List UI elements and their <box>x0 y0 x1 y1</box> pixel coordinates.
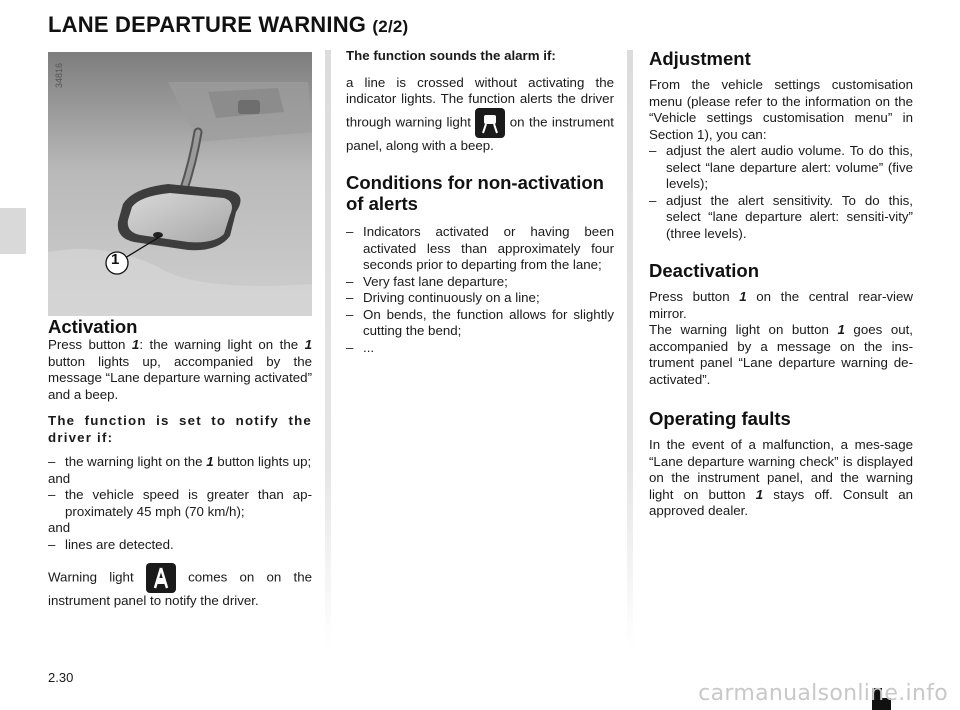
text: the warning light on the <box>65 454 207 469</box>
list-item: – Indicators activated or having been activated less than approximately four seconds prior to departing from the lane; <box>346 224 614 274</box>
photo-reference-code: 34816 <box>54 62 64 88</box>
notify-list <box>48 454 312 471</box>
callout-1-number: 1 <box>111 251 120 268</box>
list-item: – On bends, the function allows for slightly cutting the bend; <box>346 307 614 340</box>
text: comes on on the instrument panel to notify the driver. <box>48 569 312 608</box>
list-item: – adjust the alert sensitivity. To do this, select “lane departure alert: sensiti-vity” (three levels). <box>649 193 913 243</box>
button-ref: 1 <box>755 486 764 502</box>
faults-heading: Operating faults <box>649 408 791 429</box>
list-item: – Driving continuously on a line; <box>346 290 614 307</box>
text: a line is crossed without activating the indicator lights. The function alerts the driver through warning light <box>346 74 614 130</box>
text: button lights up, accompanied by the message “Lane departure warning activated” and a beep. <box>48 353 312 402</box>
activation-paragraph <box>48 337 312 403</box>
button-ref: 1 <box>837 322 845 337</box>
conditions-heading: Conditions for non-activation of alerts <box>346 172 604 214</box>
text: The warning light on button <box>649 322 838 337</box>
mirror-photo <box>48 52 312 316</box>
button-ref: 1 <box>206 454 214 469</box>
list-item <box>48 454 312 471</box>
notify-intro: The function is set to notify the driver if: <box>48 413 312 445</box>
text: on the central rear-view mirror. <box>649 289 913 321</box>
text: goes out, accompanied by a message on the ins-trument panel “Lane departure warning de-activated”. <box>649 322 913 387</box>
lane-departure-alert-icon <box>475 108 505 138</box>
list-item: – the vehicle speed is greater than ap-proximately 45 mph (70 km/h); <box>48 487 312 520</box>
list-item: – lines are detected. <box>48 537 312 554</box>
deactivation-paragraph <box>649 322 913 388</box>
warning-light-paragraph <box>48 563 312 610</box>
page-title-text: LANE DEPARTURE WARNING <box>48 12 367 37</box>
column-adjustment <box>649 48 913 520</box>
watermark: carmanualsonline.info <box>698 681 948 706</box>
list-item: – Very fast lane departure; <box>346 274 614 291</box>
text: Warning light <box>48 569 146 585</box>
text: In the event of a malfunction, a mes-sage “Lane departure warning check” is displayed on the instrument panel, and the warning light on button <box>649 437 913 502</box>
text: Press button <box>649 289 740 304</box>
page-number: 2.30 <box>48 670 74 685</box>
column-divider <box>325 50 331 650</box>
column-divider <box>627 50 633 650</box>
conditions-list <box>346 224 614 356</box>
and-connector: and <box>48 470 71 486</box>
button-ref: 1 <box>304 337 312 352</box>
page-title <box>48 12 408 38</box>
section-side-tab <box>0 208 26 254</box>
button-ref: 1 <box>739 289 747 304</box>
adjustment-intro: From the vehicle settings customisation menu (please refer to the information on the “Vehicle settings customisation menu” in Section 1), you can: <box>649 77 913 142</box>
deactivation-heading: Deactivation <box>649 260 760 281</box>
column-alarm <box>346 48 614 356</box>
page-title-suffix: (2/2) <box>372 17 409 36</box>
text: : the warning light on the <box>139 337 305 352</box>
faults-paragraph <box>649 437 913 520</box>
deactivation-paragraph <box>649 289 913 322</box>
list-item: – ... <box>346 340 614 357</box>
text: stays off. Consult an approved dealer. <box>649 486 913 518</box>
text: Press button <box>48 337 132 352</box>
notify-list <box>48 487 312 520</box>
adjustment-heading: Adjustment <box>649 48 751 69</box>
notify-list <box>48 537 312 554</box>
adjustment-list <box>649 143 913 242</box>
text: on the instrument panel, along with a beep. <box>346 114 615 153</box>
list-item: – adjust the alert audio volume. To do this, select “lane departure alert: volume” (five levels); <box>649 143 913 193</box>
button-ref: 1 <box>131 337 140 352</box>
column-activation <box>48 52 312 610</box>
alarm-intro: The function sounds the alarm if: <box>346 48 556 63</box>
text: button lights up; <box>213 454 312 469</box>
activation-heading: Activation <box>48 316 138 337</box>
and-connector: and <box>48 520 71 535</box>
alarm-paragraph <box>346 75 614 155</box>
lane-departure-warning-icon <box>146 563 176 593</box>
